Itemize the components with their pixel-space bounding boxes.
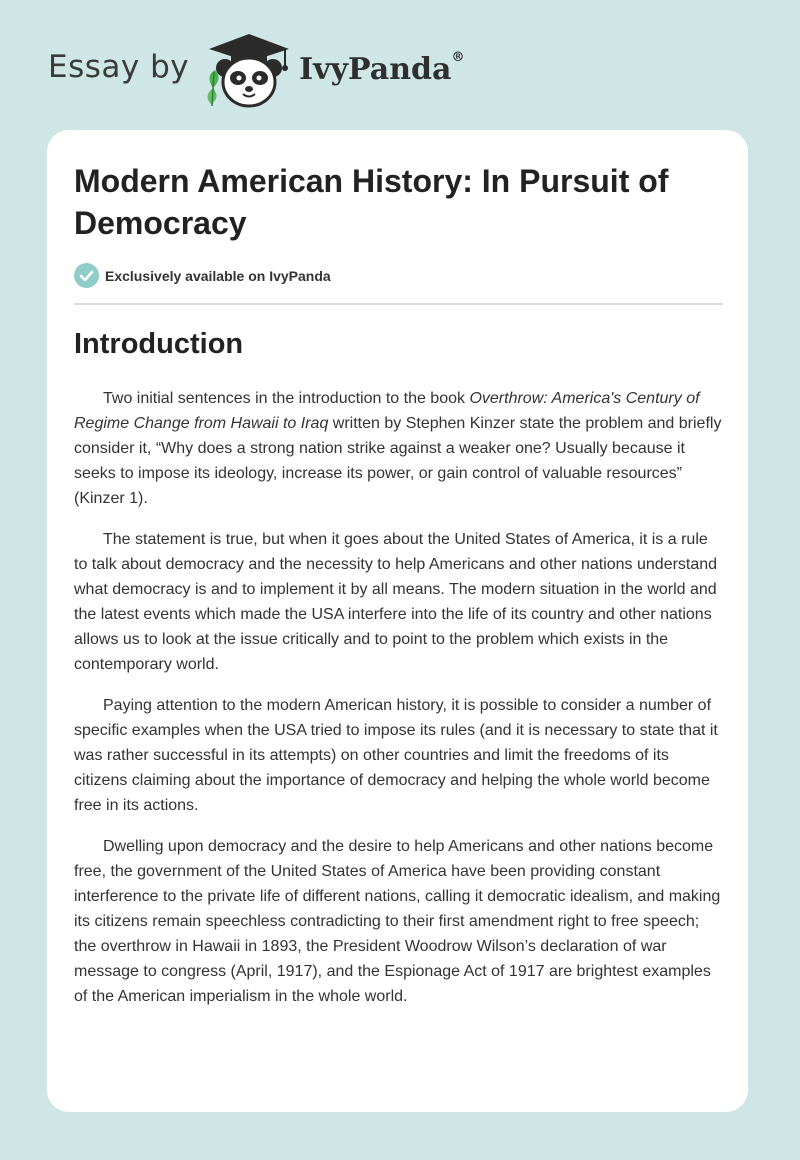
essay-body [74,386,724,1025]
essay-by-label: Essay by [48,49,190,85]
paragraph-3: Paying attention to the modern American history, it is possible to consider a number of specific examples when the USA tried to impose its rules (and it is necessary to state that it was rather successful in its attempts) on other countries and limit the freedoms of its citizens claiming about the importance of democracy and helping the whole world become free in its actions. [74,697,718,814]
exclusive-badge [74,263,331,288]
check-circle-icon [74,263,99,288]
paragraph-1 [74,386,724,511]
registered-mark: ® [451,49,465,65]
paragraph-4: Dwelling upon democracy and the desire to help Americans and other nations become free, the government of the United States of America have been providing constant interference to the private life of different nations, calling it democratic idealism, and making its citizens remain speechless contradicting to their first amendment right to free speech; the overthrow in Hawaii in 1893, the President Woodrow Wilson’s declaration of war message to congress (April, 1917), and the Espionage Act of 1917 are brightest examples of the American imperialism in the whole world. [74,838,721,1005]
essay-title: Modern American History: In Pursuit of Democracy [74,163,669,241]
brand-text: IvyPanda [299,51,452,87]
paragraph-1-after: written by Stephen Kinzer state the problem and briefly consider it, “Why does a strong nation strike against a weaker one? Usually because it seeks to impose its ideology, increase its power, or gain control of valuable resources” (Kinzer 1). [74,415,722,507]
panda-logo-icon[interactable] [203,30,295,110]
exclusive-label: Exclusively available on IvyPanda [105,267,331,284]
brand-name[interactable] [299,49,465,87]
divider [74,303,723,305]
paragraph-1-before: Two initial sentences in the introduction to the book [103,390,470,407]
essay-card [47,130,748,1112]
paragraph-2: The statement is true, but when it goes about the United States of America, it is a rule to talk about democracy and the necessity to help Americans and other nations understand what democracy is and to implement it by all means. The modern situation in the world and the latest events which made the USA interfere into the life of its country and other nations allows us to look at the issue critically and to point to the problem which exists in the contemporary world. [74,531,718,673]
book-title: Overthrow: America's Century of Regime Change from Hawaii to Iraq [74,390,700,432]
section-heading: Introduction [74,328,244,360]
site-header [48,30,464,110]
